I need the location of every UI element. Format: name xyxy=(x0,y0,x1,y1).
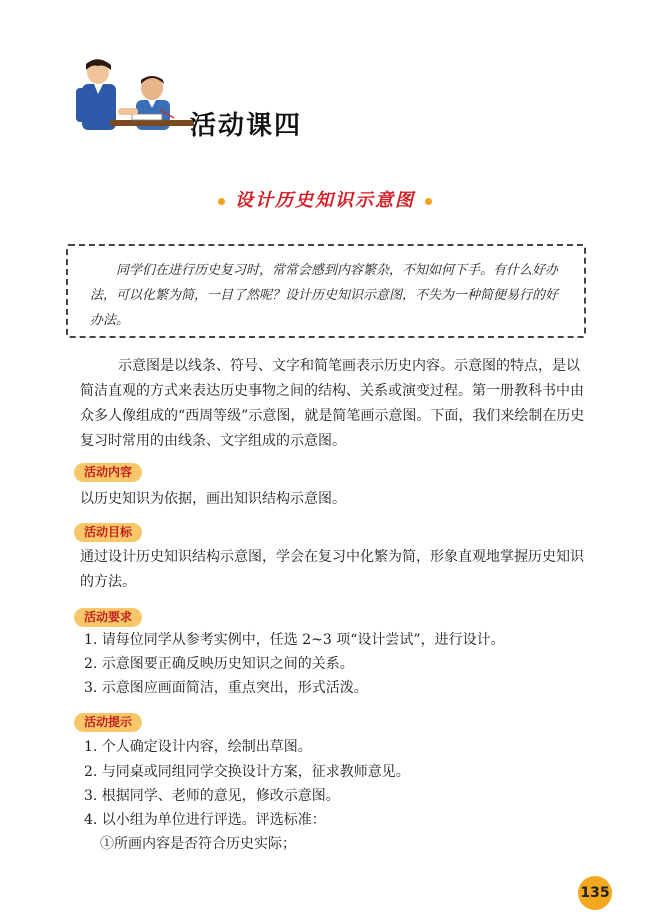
two-students-illustration xyxy=(70,58,198,138)
bullet-dot-icon xyxy=(218,198,225,205)
intro-box xyxy=(66,244,586,338)
subtitle-text: 设计历史知识示意图 xyxy=(235,190,415,211)
tip-item: ①所画内容是否符合历史实际； xyxy=(100,836,296,852)
section-tag-content: 活动内容 xyxy=(74,463,142,482)
section-content-text: 以历史知识为依据，画出知识结构示意图。 xyxy=(80,491,346,507)
tip-item: 1. 个人确定设计内容，绘制出草图。 xyxy=(84,739,312,755)
activity-subtitle xyxy=(0,186,650,212)
bullet-dot-icon xyxy=(425,198,432,205)
requirement-item: 3. 示意图应画面简洁，重点突出，形式活泼。 xyxy=(84,680,368,696)
section-tag-tips: 活动提示 xyxy=(74,713,142,732)
section-tag-goal: 活动目标 xyxy=(74,523,142,542)
intro-paragraph: 示意图是以线条、符号、文字和简笔画表示历史内容。示意图的特点，是以简洁直观的方式来表达历史事物之间的结构、关系或演变过程。第一册教科书中由众多人像组成的“西周等级”示意图，就是简笔画示意图。下面，我们来绘制在历史复习时常用的由线条、文字组成的示意图。 xyxy=(80,358,585,449)
tip-item: 3. 根据同学、老师的意见，修改示意图。 xyxy=(84,788,340,804)
intro-box-text: 同学们在进行历史复习时，常常会感到内容繁杂，不知如何下手。有什么好办法，可以化繁为简，一目了然呢？设计历史知识示意图，不失为一种简便易行的好办法。 xyxy=(90,263,559,328)
requirement-item: 2. 示意图要正确反映历史知识之间的关系。 xyxy=(84,656,354,672)
section-goal-text: 通过设计历史知识结构示意图，学会在复习中化繁为简，形象直观地掌握历史知识的方法。 xyxy=(80,549,584,590)
lesson-title: 活动课四 xyxy=(190,111,303,141)
page-number: 135 xyxy=(578,876,612,910)
tip-item: 4. 以小组为单位进行评选。评选标准： xyxy=(84,812,326,828)
tip-item: 2. 与同桌或同组同学交换设计方案，征求教师意见。 xyxy=(84,764,410,780)
section-tag-requirements: 活动要求 xyxy=(74,608,142,627)
requirement-item: 1. 请每位同学从参考实例中，任选 2~3 项“设计尝试”，进行设计。 xyxy=(84,632,505,648)
